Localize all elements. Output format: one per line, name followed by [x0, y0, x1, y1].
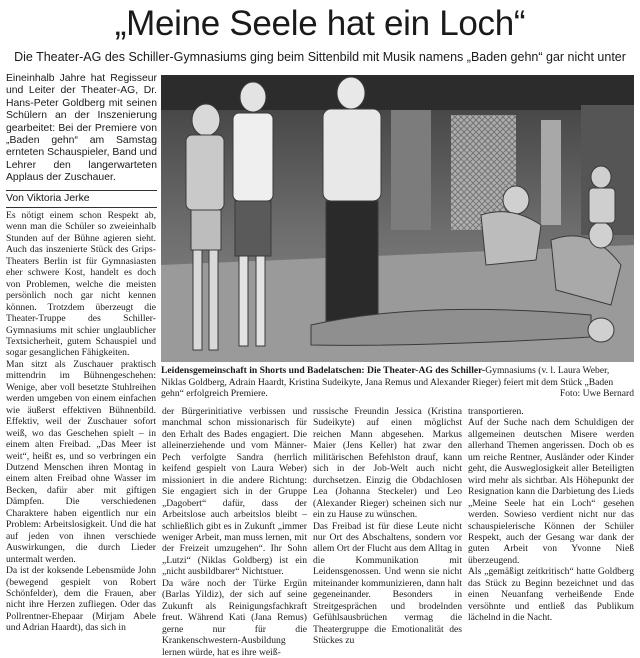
subheadline: Die Theater-AG des Schiller-Gymnasiums ging beim Sittenbild mit Musik namens „Baden gehn“ gar nicht unter [14, 50, 626, 64]
paragraph: Als „gemäßigt zeitkritisch“ hatte Goldberg das Stück zu Beginn bezeichnet und das einen Neuanfang verheißende Ende versöhnte und entließ das Publikum lächelnd in die Nacht. [468, 566, 634, 624]
paragraph: Da ist der koksende Lebensmüde John (bewegend gespielt von Robert Schönfelder), dem die Frauen, aber nicht ihre Herzen zufliegen. Oder das Pollrentner-Ehepaar (Mirjam Abele und Adrian Haardt), das sich in [6, 565, 156, 634]
lead-paragraph: Eineinhalb Jahre hat Regisseur und Leiter der Theater-AG, Dr. Hans-Peter Goldberg mit seinen Schülern an der Inszenierung gearbeitet: Bei der Premiere von „Baden gehn“ am Samstag ernteten Schauspieler, Band und Lehrer den langerwarteten Applaus der Zuschauer. [6, 73, 157, 184]
paragraph: Es nötigt einem schon Respekt ab, wenn man die Schüler so zweieinhalb Stunden auf der Bühne agieren sieht. Auch das inszenierte Stück des Grips-Theaters Berlin ist für Gymnasiasten eher schwere Kost, handelt es doch von Problemen, welche die meisten persönlich noch gar nicht kennen können. Trotzdem überzeugt die Theater-Truppe des Schiller-Gymnasiums mit schier unglaublicher Textsicherheit, gutem Schauspiel und sogar gesanglichen Fähigkeiten. [6, 210, 156, 359]
headline: „Meine Seele hat ein Loch“ [114, 4, 526, 43]
photo-illustration [161, 75, 634, 362]
photo-credit: Foto: Uwe Bernard [559, 388, 634, 399]
article-column-4 [468, 406, 634, 624]
photo-caption [161, 365, 634, 400]
article-column-1 [6, 210, 156, 634]
paragraph: Auf der Suche nach dem Schuldigen der allgemeinen deutschen Misere werden allerhand Themen angerissen. Doch ob es um reiche Rentner, Ausländer oder Kinder geht, die Ausweglosigkeit aller Beteiligten wird mehr als sichtbar. Als Höhepunkt der Resignation kann die Darbietung des Lieds „Meine Seele hat ein Loch“ gesehen werden. Sowieso verdient nicht nur das schauspielerische Können der Schüler Respekt, auch der Gesang war dank der guten Arbeit von Yvonne Nieß überzeugend. [468, 417, 634, 566]
paragraph: Das Freibad ist für diese Leute nicht nur Ort des Abschaltens, sondern vor allem Ort der Flucht aus dem Alltag in die Kommunikation mit Leidensgenossen. Und wenn sie nicht miteinander kommunizieren, dann halt gegeneinander. Besonders in Streitgesprächen und brodelnden Gefühlsausbrüchen vermag die Theatergruppe die Emotionalität des Stückes zu [313, 520, 462, 647]
paragraph: russische Freundin Jessica (Kristina Sudeikyte) auf einen möglichst reichen Mann abgesehen. Markus Maier (Jens Keller) hat zwar den militärischen Befehlston drauf, kann sich in der Job-Welt auch nicht durchsetzen. Einzig die Obdachlosen Lea (Johanna Steckeler) und Leo (Alexander Rieger) scheinen sich nur ein zu Hause zu wünschen. [313, 406, 462, 521]
stage-photo [161, 75, 634, 362]
paragraph: Da wäre noch der Türke Ergün (Barlas Yildiz), der sich auf seine Zukunft als Reinigungsfachkraft freut. Während Kati (Jana Remus) gerne nur für die Krankenschwestern-Ausbildung lernen würde, hat es ihre weiß- [162, 577, 307, 658]
caption-bold: Leidensgemeinschaft in Shorts und Badelatschen: Die Theater-AG des Schiller- [161, 365, 486, 376]
article-column-3 [313, 406, 462, 647]
paragraph: der Bürgerinitiative verbissen und manchmal schon missionarisch für den Erhalt des Bades engagiert. Die alleinerziehende und vom Männer-Pech verfolgte Sandra (herrlich keifend gespielt von Laura Weber) missioniert in die andere Richtung: Sie engagiert sich in der Gruppe „Dagobert“ dafür, dass der Arbeitslose auch arbeitslos bleibt – schließlich gibt es in Zukunft „immer weniger Arbeit, man muss lernen, mit der Freizeit umzugehen“. Ihr Sohn „Lutzi“ (Niklas Goldberg) ist ein „nicht ausbildbarer“ Nichtstuer. [162, 406, 307, 578]
paragraph: transportieren. [468, 406, 524, 417]
caption-text: Gymnasiums (v. l. Laura Weber, Niklas Goldberg, Adrain Haardt, Kristina Sudeikyte, Jana Remus und Alexander Rieger) feiert mit dem Stück „Baden gehn“ erfolgreich Premiere. [161, 365, 614, 399]
paragraph: Man sitzt als Zuschauer praktisch mittendrin im Bühnengeschehen: Wenige, aber voll besetzte Stuhlreihen werden umgeben von einem einfachen wie äußerst effektiven Bühnenbild. Effektiv, weil der Zuschauer sofort weiß, wo das Geschehen spielt – in einem alten Freibad. „Das Meer ist weit“, heißt es, und so verbringen ein Dutzend Menschen ihren Montag in einem alten Freibad ohne Wasser im Becken, dafür aber mit giftigen Dämpfen. Die verschiedenen Charaktere haben eigentlich nur ein Problem: Arbeitslosigkeit. Und die hat auf jeden von ihnen verschiede Auswirkungen, die durch Lieder untermalt werden. [6, 358, 156, 565]
article-column-2 [162, 406, 307, 658]
author-byline: Von Viktoria Jerke [6, 190, 157, 208]
